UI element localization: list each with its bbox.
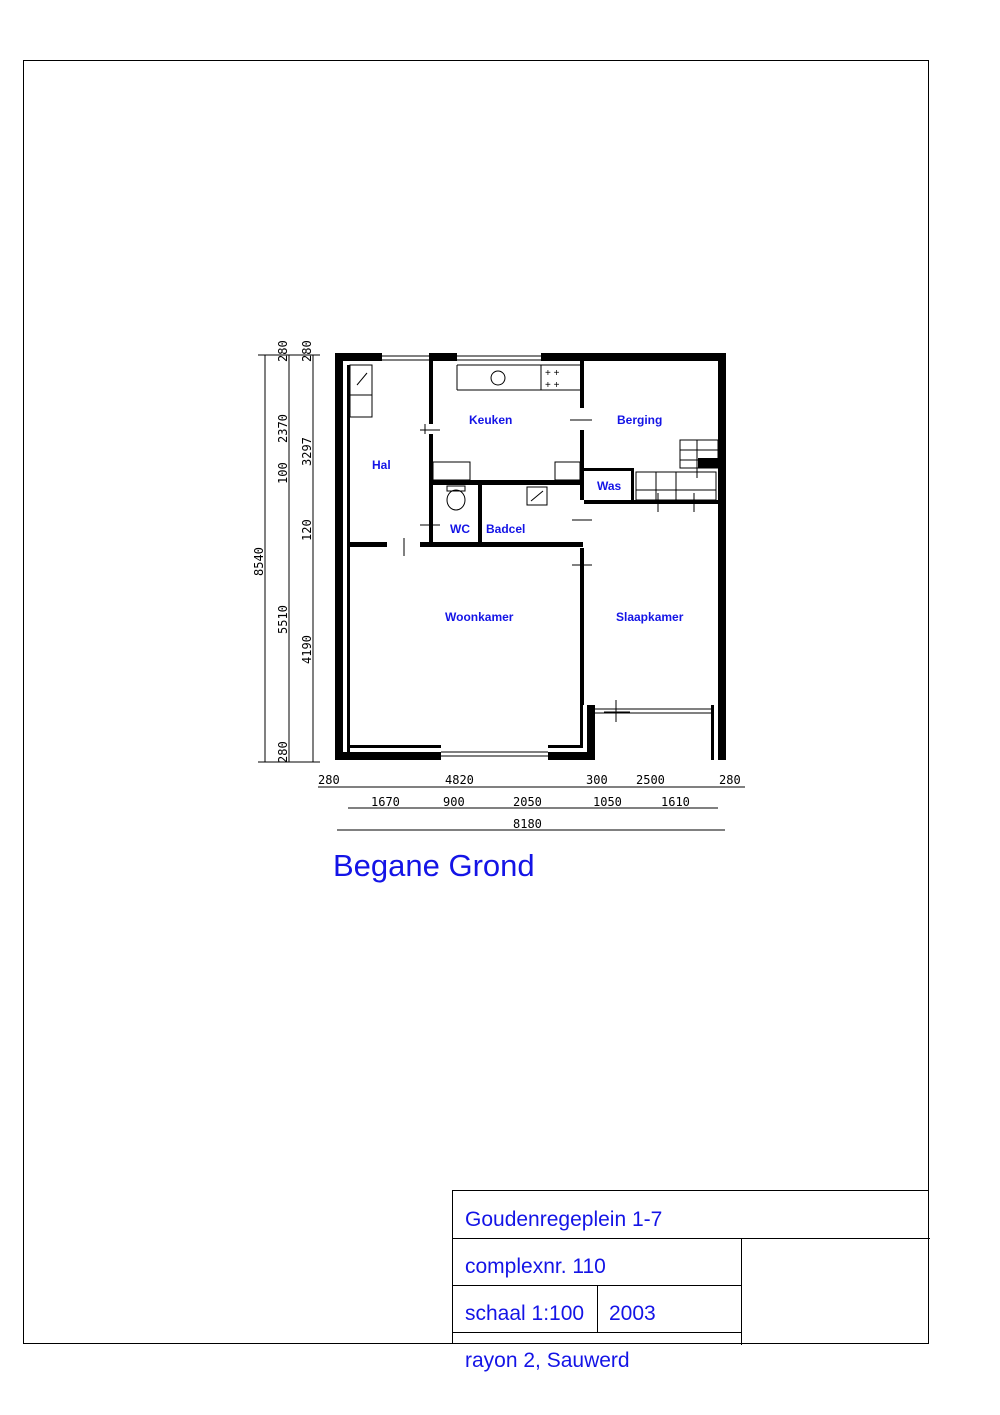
dim-h2-1: 900 [443, 795, 465, 809]
dim-v-mid-4: 280 [276, 741, 290, 763]
dim-h2-4: 1610 [661, 795, 690, 809]
room-label-slaapkamer: Slaapkamer [616, 610, 684, 624]
dim-h2-0: 1670 [371, 795, 400, 809]
room-label-berging: Berging [617, 413, 663, 427]
horizontal-dimension-texts [318, 773, 741, 831]
dim-h1-2: 300 [586, 773, 608, 787]
room-label-was: Was [597, 479, 622, 493]
title-block-address: Goudenregeplein 1-7 [465, 1208, 663, 1231]
room-label-woonkamer: Woonkamer [445, 610, 514, 624]
fixtures [350, 365, 718, 510]
room-label-hal: Hal [372, 458, 391, 472]
title-block [452, 1190, 929, 1372]
title-block-region: rayon 2, Sauwerd [465, 1349, 630, 1372]
drawing-title: Begane Grond [333, 848, 535, 883]
dim-h1-0: 280 [318, 773, 340, 787]
dim-v-total: 8540 [252, 547, 266, 576]
dim-v-mid-2: 100 [276, 462, 290, 484]
dim-v-in-0: 280 [300, 340, 314, 362]
dim-h1-4: 280 [719, 773, 741, 787]
dim-v-in-3: 4190 [300, 635, 314, 664]
dim-v-in-2: 120 [300, 519, 314, 541]
dim-h1-1: 4820 [445, 773, 474, 787]
dim-h2-3: 1050 [593, 795, 622, 809]
title-block-year: 2003 [609, 1302, 656, 1325]
door-marks [404, 420, 694, 722]
title-block-divider [453, 1238, 930, 1239]
title-block-divider [741, 1238, 742, 1345]
exterior-walls [335, 353, 726, 760]
room-label-keuken: Keuken [469, 413, 513, 427]
dim-v-mid-1: 2370 [276, 414, 290, 443]
dim-v-in-1: 3297 [300, 437, 314, 466]
svg-text:+ +: + + [545, 380, 560, 391]
dim-h1-3: 2500 [636, 773, 665, 787]
room-label-badcel: Badcel [486, 522, 526, 536]
room-labels [372, 413, 684, 624]
vertical-dimension-texts [252, 340, 314, 763]
interior-walls [347, 361, 718, 705]
title-block-scale: schaal 1:100 [465, 1302, 585, 1325]
title-block-divider [597, 1285, 598, 1333]
dim-h2-2: 2050 [513, 795, 542, 809]
room-label-wc: WC [450, 522, 470, 536]
title-block-complex: complexnr. 110 [465, 1255, 606, 1278]
svg-text:+ +: + + [545, 368, 560, 379]
dim-v-mid-3: 5510 [276, 605, 290, 634]
dim-h-total: 8180 [513, 817, 542, 831]
dim-v-mid-0: 280 [276, 340, 290, 362]
